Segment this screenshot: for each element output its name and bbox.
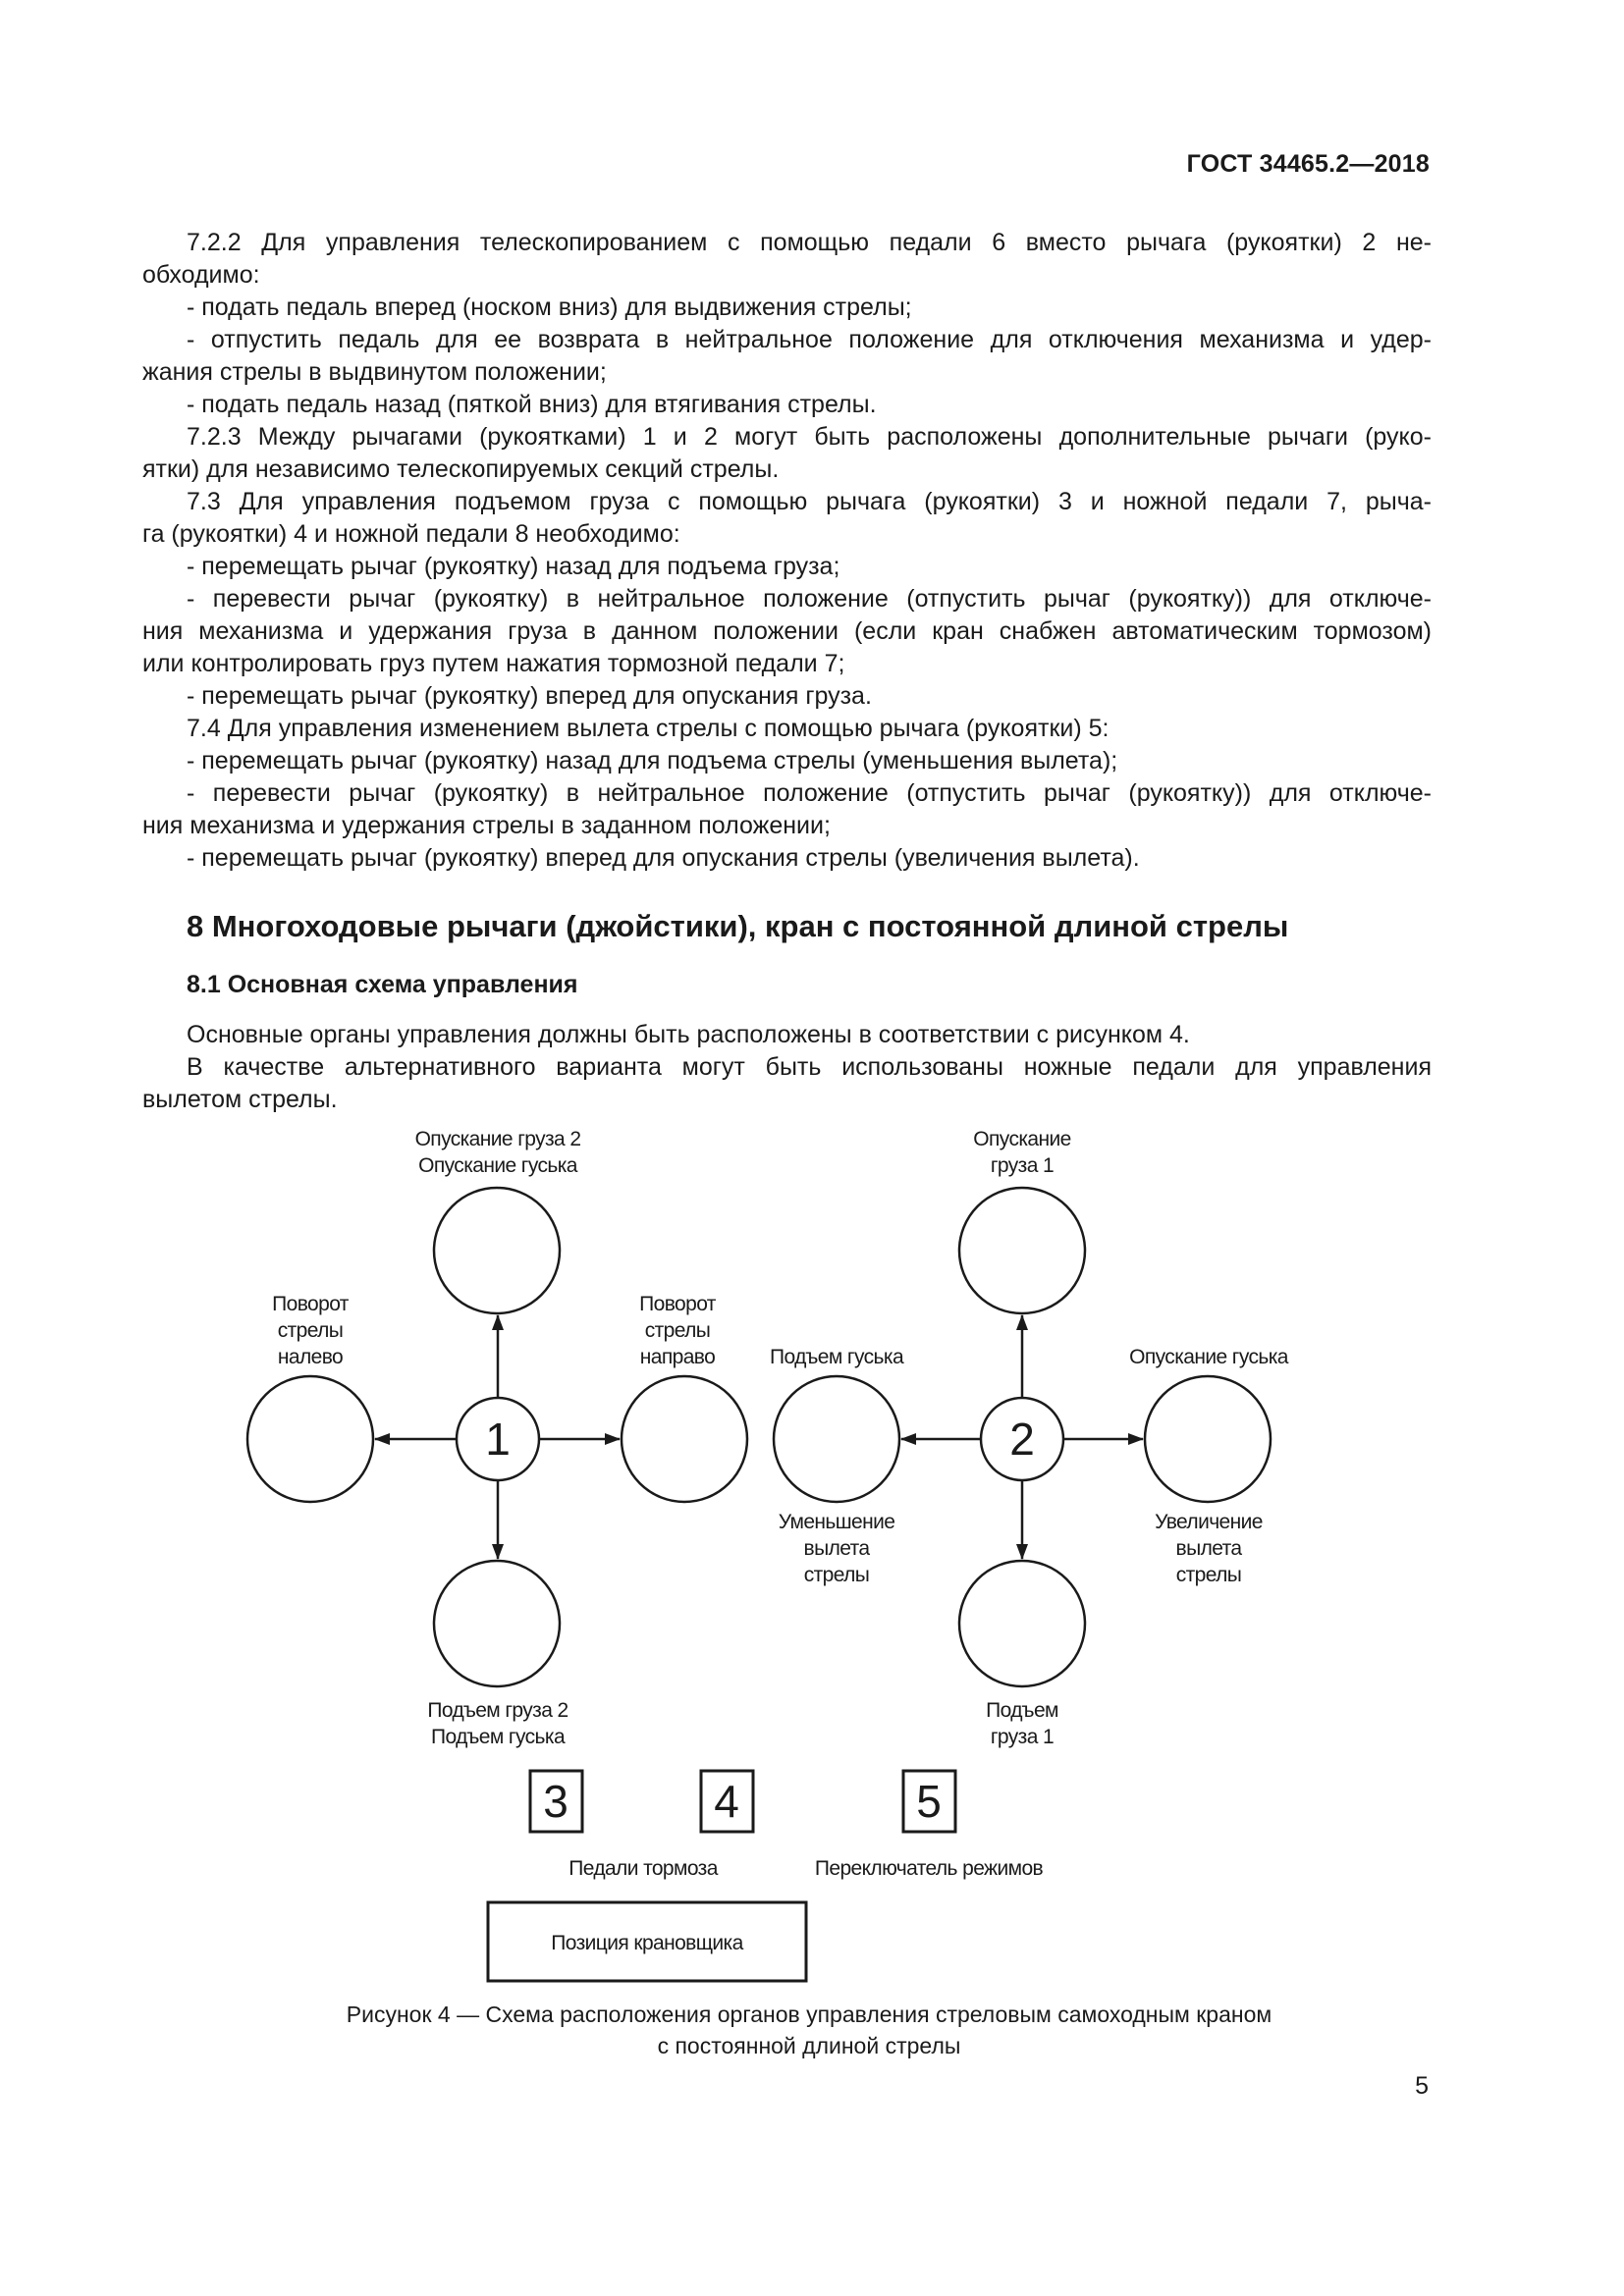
para-7-2-3-l2: ятки) для независимо телескопируемых секций стрелы. [142, 455, 780, 483]
document-code: ГОСТ 34465.2—2018 [1186, 150, 1430, 178]
lever-2-left-bottom-label-2: вылета [803, 1537, 870, 1560]
lever-2-right-bottom-label-2: вылета [1175, 1537, 1242, 1560]
caption-line-1: Рисунок 4 — Схема расположения органов управления стреловым самоходным краном [346, 2002, 1272, 2027]
bullet-2-l1: - отпустить педаль для ее возврата в нейтральное положение для отключения механизма и удер- [187, 326, 1432, 353]
lever-1-down-target [434, 1561, 560, 1686]
lever-2-left-target [774, 1376, 899, 1502]
para-7-3-l2: га (рукоятки) 4 и ножной педали 8 необходимо: [142, 520, 680, 548]
bullet-5-l2: ния механизма и удержания груза в данном положении (если кран снабжен автоматическим тормозом) [142, 617, 1432, 645]
lever-1-up-target [434, 1188, 560, 1313]
lever-2-left-top-label: Подъем гуська [769, 1346, 904, 1368]
para-7-2-3-l1: 7.2.3 Между рычагами (рукоятками) 1 и 2 могут быть расположены дополнительные рычаги (руко- [187, 423, 1432, 451]
lever-1-right-label-1: Поворот [639, 1293, 716, 1315]
lever-1-down-label-2: Подъем гуська [430, 1726, 566, 1748]
lever-1-left-label-3: налево [277, 1346, 344, 1368]
bullet-8-l1: - перевести рычаг (рукоятку) в нейтральное положение (отпустить рычаг (рукоятку)) для отключе- [187, 779, 1432, 807]
lever-2-up-target [959, 1188, 1085, 1313]
lever-2-down-label-2: груза 1 [990, 1726, 1055, 1748]
bullet-6: - перемещать рычаг (рукоятку) вперед для опускания груза. [187, 682, 872, 710]
pedal-3-number: 3 [543, 1776, 568, 1827]
switch-5-number: 5 [916, 1776, 942, 1827]
bullet-5-l1: - перевести рычаг (рукоятку) в нейтральное положение (отпустить рычаг (рукоятку)) для отключе- [187, 585, 1432, 613]
lever-1-left-label-2: стрелы [277, 1319, 344, 1342]
para-7-2-2-l2: обходимо: [142, 261, 260, 289]
lever-1-right-target [622, 1376, 747, 1502]
bullet-2-l2: жания стрелы в выдвинутом положении; [142, 358, 607, 386]
section-title: 8 Многоходовые рычаги (джойстики), кран с постоянной длиной стрелы [187, 909, 1289, 943]
bullet-8-l2: ния механизма и удержания стрелы в заданном положении; [142, 812, 831, 839]
lever-2-left-bottom-label-1: Уменьшение [778, 1511, 895, 1533]
lever-2-number: 2 [1009, 1414, 1035, 1465]
lever-1-down-label-1: Подъем груза 2 [427, 1699, 568, 1722]
pedal-4-number: 4 [714, 1776, 739, 1827]
lever-2-right-bottom-label-1: Увеличение [1155, 1511, 1263, 1533]
lever-1-left-target [247, 1376, 373, 1502]
lever-2-right-top-label: Опускание гуська [1129, 1346, 1288, 1368]
lever-1-up-label-2: Опускание гуська [418, 1154, 577, 1177]
brake-pedals-label: Педали тормоза [568, 1857, 718, 1880]
para-7-4: 7.4 Для управления изменением вылета стрелы с помощью рычага (рукоятки) 5: [187, 715, 1110, 742]
bullet-9: - перемещать рычаг (рукоятку) вперед для опускания стрелы (увеличения вылета). [187, 844, 1140, 872]
mode-switch-label: Переключатель режимов [814, 1857, 1044, 1880]
bullet-5-l3: или контролировать груз путем нажатия тормозной педали 7; [142, 650, 845, 677]
intro-line-1: Основные органы управления должны быть расположены в соответствии с рисунком 4. [187, 1021, 1190, 1048]
page-number: 5 [1415, 2072, 1429, 2100]
lever-2-up-label-1: Опускание [973, 1128, 1071, 1150]
bullet-3: - подать педаль назад (пяткой вниз) для втягивания стрелы. [187, 391, 877, 418]
lever-1-right-label-3: направо [639, 1346, 716, 1368]
lever-2-right-bottom-label-3: стрелы [1175, 1564, 1242, 1586]
intro-line-3: вылетом стрелы. [142, 1086, 338, 1113]
lever-2-down-target [959, 1561, 1085, 1686]
para-7-3-l1: 7.3 Для управления подъемом груза с помощью рычага (рукоятки) 3 и ножной педали 7, рыча- [187, 488, 1432, 515]
figure-caption [187, 1999, 1432, 2061]
operator-position-label: Позиция крановщика [551, 1932, 743, 1954]
lever-2-right-target [1145, 1376, 1271, 1502]
bullet-4: - перемещать рычаг (рукоятку) назад для подъема груза; [187, 553, 840, 580]
para-7-2-2-l1: 7.2.2 Для управления телескопированием с помощью педали 6 вместо рычага (рукоятки) 2 не- [187, 229, 1432, 256]
lever-2-up-label-2: груза 1 [990, 1154, 1055, 1177]
intro-line-2: В качестве альтернативного варианта могут быть использованы ножные педали для управления [187, 1053, 1432, 1081]
bullet-1: - подать педаль вперед (носком вниз) для выдвижения стрелы; [187, 294, 912, 321]
bullet-7: - перемещать рычаг (рукоятку) назад для подъема стрелы (уменьшения вылета); [187, 747, 1118, 774]
subsection-title: 8.1 Основная схема управления [187, 971, 578, 998]
lever-2-down-label-1: Подъем [986, 1699, 1058, 1722]
lever-1-number: 1 [485, 1414, 511, 1465]
lever-1-left-label-1: Поворот [272, 1293, 349, 1315]
lever-1-right-label-2: стрелы [644, 1319, 711, 1342]
lever-2-left-bottom-label-3: стрелы [803, 1564, 870, 1586]
caption-line-2: с постоянной длиной стрелы [657, 2033, 961, 2058]
lever-1-up-label-1: Опускание груза 2 [414, 1128, 581, 1150]
